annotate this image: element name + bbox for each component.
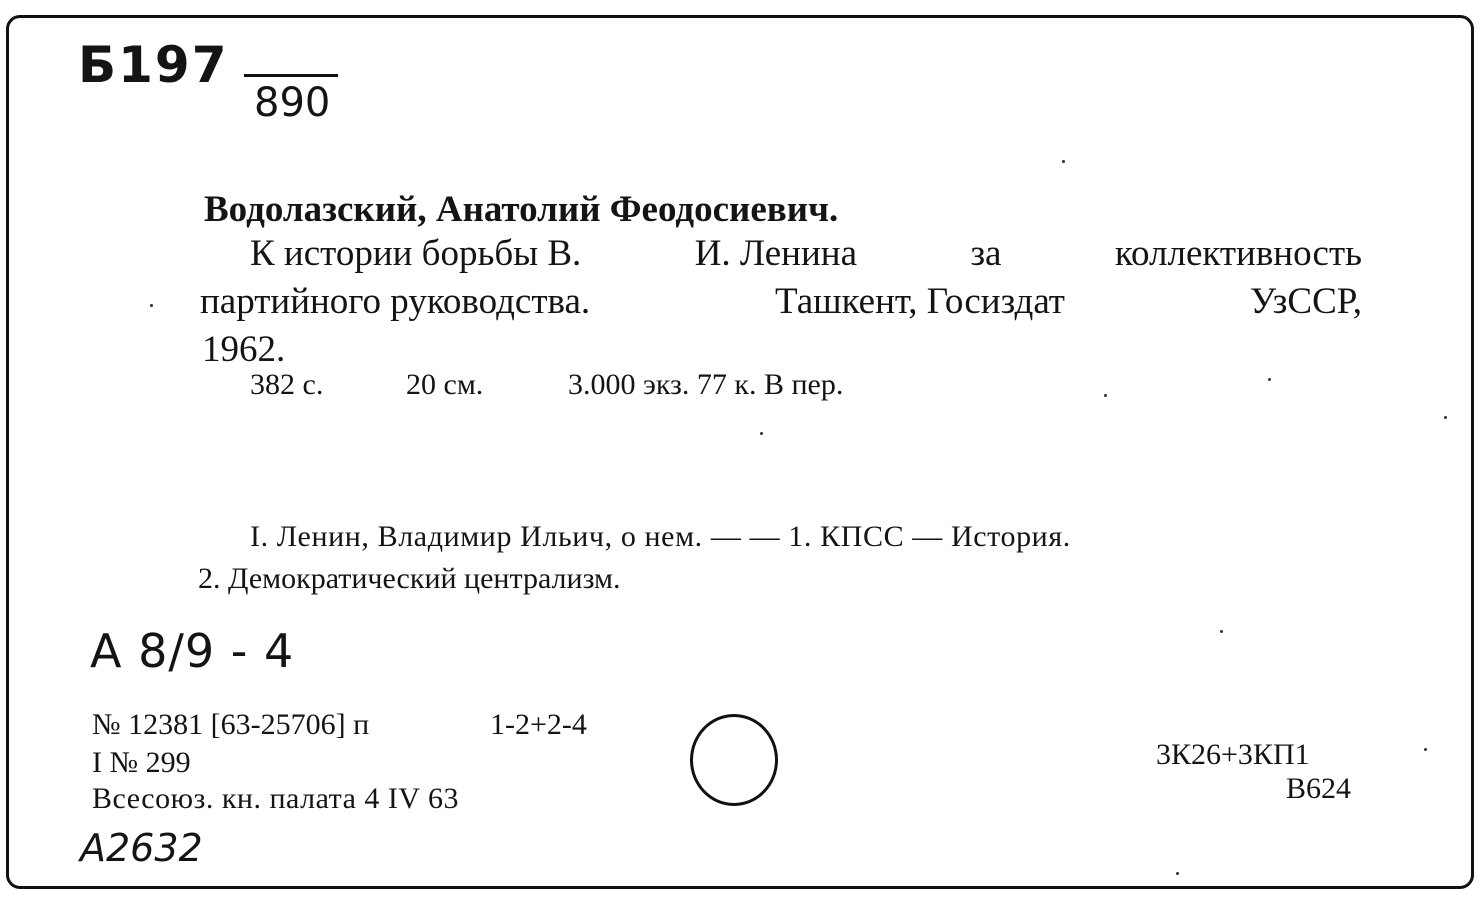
imprint-index: 1-2+2-4 (490, 708, 587, 741)
scan-speck (1444, 416, 1447, 419)
imprint-book-chamber: Всесоюз. кн. палата 4 IV 63 (92, 782, 460, 815)
title-line-2-part-3: УзССР, (1249, 281, 1362, 322)
publication-year: 1962. (202, 329, 286, 370)
author-mark: В624 (1286, 772, 1352, 805)
title-line-2-part-2: Ташкент, Госиздат (775, 281, 1065, 322)
scan-speck (1220, 630, 1223, 633)
title-line-1-part-4: коллективность (1114, 233, 1362, 274)
stamp-circle (690, 714, 778, 806)
scan-speck (1104, 394, 1107, 397)
collation-print-run: 3.000 экз. 77 к. В пер. (568, 368, 844, 401)
shelf-mark: А 8/9 - 4 (90, 624, 295, 678)
scan-speck (1268, 378, 1271, 381)
title-line-1 (250, 232, 1362, 275)
scan-speck (1062, 160, 1065, 163)
scan-speck (1424, 748, 1427, 751)
title-line-1-part-1: К истории борьбы В. (250, 233, 582, 274)
imprint-number: № 12381 [63-25706] п (92, 708, 370, 741)
scan-speck (150, 304, 153, 307)
subject-tracings-line-2: 2. Демократический централизм. (198, 562, 621, 595)
call-number-numerator: Б197 (78, 36, 229, 94)
author-heading: Водолазский, Анатолий Феодосиевич. (204, 189, 839, 230)
title-line-2-part-1: партийного руководства. (200, 281, 591, 322)
collation-pages: 382 с. (250, 368, 324, 401)
scan-speck (760, 432, 763, 435)
subject-tracings-line-1: I. Ленин, Владимир Ильич, о нем. — — 1. КПСС — История. (250, 520, 1071, 553)
title-line-1-part-2: И. Ленина (694, 233, 857, 274)
call-number-denominator: 890 (254, 80, 331, 126)
imprint-registration: I № 299 (92, 746, 191, 779)
title-line-1-part-3: за (970, 233, 1002, 274)
classification-code: 3К26+3КП1 (1156, 738, 1310, 771)
inventory-mark: А2632 (80, 826, 203, 870)
title-line-2 (200, 280, 1362, 323)
call-number-rule (244, 74, 338, 77)
collation-size: 20 см. (406, 368, 484, 401)
scan-speck (1176, 872, 1179, 875)
